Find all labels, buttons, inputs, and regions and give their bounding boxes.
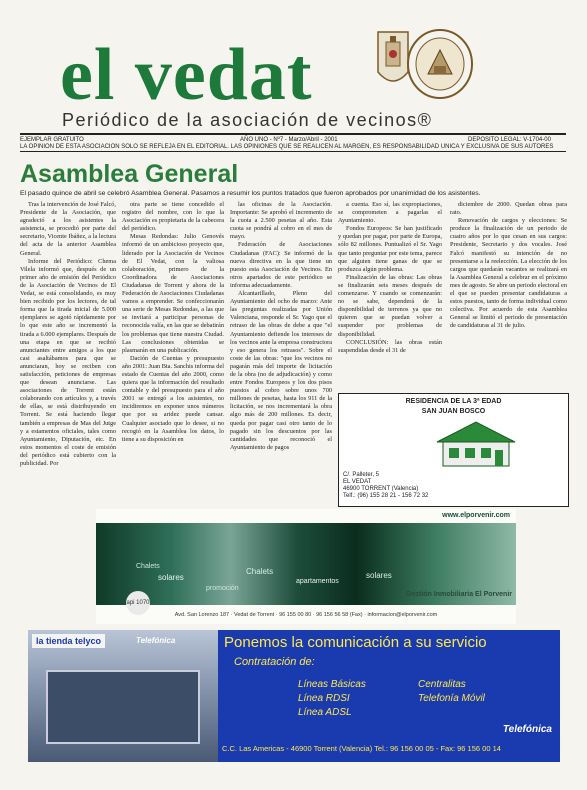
col2-paragraph: Dación de Cuentas y presupuesto año 2001: Juan Bta. Sanchis informa del estado de Cuentas del año 2000, como quiera que la información del resultado contable y del presupuesto para el año 2001 se entregó a los asistentes, no incidiremos en exponer unos números que por su aridez puede cansar. Cualquier asociado que lo desee, si no recogió en la Asamblea los datos, lo tiene a su disposición en: [122, 354, 224, 443]
article-headline: Asamblea General: [20, 160, 239, 188]
col4-paragraph: Fondos Europeos: Se han justificado y quedan por pagar, por parte de Europa, sólo 82 millones. Puntualizó el Sr. Yago que tanto preguntar por este tema, parece que alguien tiene ganas de que se produzca algún problema.: [338, 225, 442, 273]
col3-paragraph: Alcantarillado, Pleno del Ayuntamiento del ocho de marzo: Ante las preguntas realizadas por Unión Valenciana, responde el Sr. Yago que el retraso de las obras de debe a que "el Ayuntamiento defiende los intereses de los vecinos ante la empresa constructora y eso genera los retrasos". Sobre el coste de las obras: "que los vecinos no pagarán más del importe de licitación de la obra (no de adjudicación) y como entre Fondos Europeos y los dos pisos puestos al cobro sobre unos 700 millones de pesetas, hasta los 911 de la licitación, se nos incrementará la obra algo más de 200 millones. Es decir, queda por pagar casi otro tanto de lo pagado sin los descuentos por las cantidades que reconoció el Ayuntamiento de pagos: [230, 290, 332, 451]
banner-word: solares: [158, 573, 184, 582]
article-intro: El pasado quince de abril se celebró Asamblea General. Pasamos a resumir los puntos tratados que fueron aprobados por unanimidad de los asistentes.: [20, 190, 481, 197]
house-icon: [435, 420, 517, 468]
telefonica-logo-left: Telefónica: [136, 636, 176, 645]
porvenir-company: Gestión Inmobiliaria El Porvenir: [405, 591, 512, 598]
store-window: [46, 670, 200, 744]
col5-paragraph: diciembre de 2000. Quedan obras para rato.: [450, 201, 567, 217]
article-column-3: [230, 201, 332, 452]
residence-address-city: 46900 TORRENT (Valencia): [343, 486, 419, 492]
banner-word: Chalets: [246, 567, 274, 576]
meta-legal-deposit: DEPOSITO LEGAL: V-1704-00: [468, 137, 551, 143]
residence-name: SAN JUAN BOSCO: [421, 408, 486, 415]
residence-ad: [338, 393, 569, 507]
store-photo: [28, 630, 218, 762]
banner-word: solares: [366, 571, 392, 580]
col2-paragraph: Mesas Redondas: Julio Genovés informó de un ambicioso proyecto que, liderado por la Asociación de Vecinos de El Vedat, con la valiosa colaboración, primero de la Coordinadora de Asociaciones Ciudadanas de Torrent y ahora de la Federación de Asociaciones Ciudadanas vamos a emprender. Se confeccionarán una serie de Mesas Redondas, a las que se invitará a participar personas de reconocida valía, en las que se debatirán los problemas que tiene nuestra Ciudad. Las conclusiones obtenidas se plasmarán en una publicación.: [122, 233, 224, 354]
service-item: Línea RDSI: [298, 693, 350, 704]
banner-word: promoción: [206, 585, 239, 592]
service-item: Centralitas: [418, 679, 466, 690]
col3-paragraph: Federación de Asociaciones Ciudadanas (FAC): Se informó de la nueva directiva en la que tiene un puesto esta Asociación de Vecinos. En otros apartados de este periódico se informa adecuadamente.: [230, 241, 332, 289]
meta-issue: AÑO UNO - Nº7 - Marzo/Abril - 2001: [240, 137, 338, 143]
service-item: Telefonía Móvil: [418, 693, 485, 704]
association-logo-icon: [368, 22, 478, 108]
telefonica-logo-right: Telefónica: [502, 724, 552, 735]
porvenir-ad: [96, 509, 516, 624]
porvenir-url: www.elporvenir.com: [442, 512, 510, 519]
residence-phone: Telf.: (96) 155 28 21 - 156 72 32: [343, 493, 429, 499]
col4-paragraph: CONCLUSIÓN: las obras están suspendidas desde el 31 de: [338, 338, 442, 354]
ad2-footer: C.C. Las Americas - 46900 Torrent (Valencia) Tel.: 96 156 00 05 - Fax: 96 156 00 14: [222, 744, 501, 753]
masthead-rule: [20, 133, 566, 135]
api-badge: api 1070: [126, 591, 150, 615]
ad2-subheadline: Contratación de:: [234, 656, 315, 668]
col3-paragraph: las oficinas de la Asociación. Importante: Se aprobó el incremento de la cuota a 2.500 pesetas al año. Esta cuota se pondrá al cobro en el mes de mayo.: [230, 201, 332, 241]
col1-paragraph: Tras la intervención de José Falcó, Presidente de la Asociación, que agradeció a los asistentes la asistencia, se procedió por parte del secretario, Vicente Ibáñez, a la lectura del acta de la anterior Asamblea General.: [20, 201, 116, 257]
article-column-5: [450, 201, 567, 389]
article-column-4: [338, 201, 442, 389]
store-sign: la tienda telyco: [32, 634, 105, 648]
association-logo: [368, 22, 478, 108]
services-left: [298, 678, 366, 720]
col5-paragraph: Renovación de cargos y elecciones: Se produce la finalización de un periodo de cuatro años por lo que cesan en sus cargos: Presidente, Secretario y dos vocales. José Falcó manifestó su intención de no presentarse a la reelección. La elección de los cargos que quedarán vacantes se realizará en la Asamblea General a celebrar en el próximo mes de agosto. Se abre un periodo electoral en el que se pueden presentar candidaturas a estos puestos, tanto de forma individual como colectiva. Por acuerdo de esta Asamblea General se limitó el periodo de presentación de candidaturas al 31 de julio.: [450, 217, 567, 330]
col4-paragraph: a cuenta. Eso sí, las expropiaciones, se comprometen a pagarlas el Ayuntamiento.: [338, 201, 442, 225]
col2-paragraph: otra parte se tiene concedido el registro del nombre, con lo que la Asociación es propietaria de la cabecera del periódico.: [122, 201, 224, 233]
article-column-1: [20, 201, 116, 468]
telyco-ad: [28, 630, 560, 762]
banner-word: apartamentos: [296, 578, 339, 585]
meta-disclaimer: LA OPINION DE ESTA ASOCIACION SOLO SE REFLEJA EN EL EDITORIAL. LAS OPINIONES QUE SE REALICEN AL MARGEN, ES RESPONSABILIDAD UNICA Y EXCLUSIVA DE SUS AUTORES: [20, 144, 554, 150]
masthead-title: el vedat: [60, 34, 313, 116]
residence-title: RESIDENCIA DE LA 3ª EDAD: [405, 398, 502, 405]
banner-word: Chalets: [136, 563, 160, 570]
meta-free-copy: EJEMPLAR GRATUITO: [20, 137, 84, 143]
col4-paragraph: Finalización de las obras: Las obras se finalizarán seis meses después de comenzarse. Y cuando se comenzarán: no se sabe, dependerá de la disponibilidad de terrenos ya que no quieren que se puedan volver a suspender por problemas de disponibilidad.: [338, 273, 442, 338]
col1-paragraph: Informe del Periódico: Chema Vilela informó que, después de un primer año de emisión del Periódico de la Asociación de Vecinos de El Vedat, se está consolidando, es muy bien recibido por los lectores, de tal forma que la tirada inicial de 5.000 ejemplares se agotó rápidamente por lo que este año se incrementó la tirada a 6.000 ejemplares. Después de una etapa en que se recibió anunciantes entre amigos a los que casi asaltábamos para que se anunciaran, hoy se reciben con satisfacción, peticiones de empresas que desean anunciarse. Las asociaciones de Torrent están colaborando con artículos y, a través de ellas, se está distribuyendo en Torrent. Se está haciendo llegar también a empresas de Mas del Jutge y a estamentos oficiales, tales como Ayuntamiento, Diputación, etc. En estos momentos el coste de emisión del periódico está cubierto con la publicidad. Por: [20, 257, 116, 467]
residence-address-area: EL VEDAT: [343, 479, 372, 485]
residence-address-street: C/. Palleter, 5: [343, 472, 380, 478]
ad2-headline: Ponemos la comunicación a su servicio: [224, 634, 487, 651]
porvenir-contact: Avd. San Lorenzo 187 · Vedat de Torrent · 96 155 00 80 · 96 156 56 58 (Fax) · informacion@elporvenir.com: [174, 612, 438, 618]
meta-rule: [20, 151, 566, 152]
article-column-2: [122, 201, 224, 444]
service-item: Línea ADSL: [298, 707, 352, 718]
masthead-subtitle: Periódico de la asociación de vecinos®: [62, 110, 433, 130]
service-item: Líneas Básicas: [298, 679, 366, 690]
services-right: [418, 678, 485, 706]
